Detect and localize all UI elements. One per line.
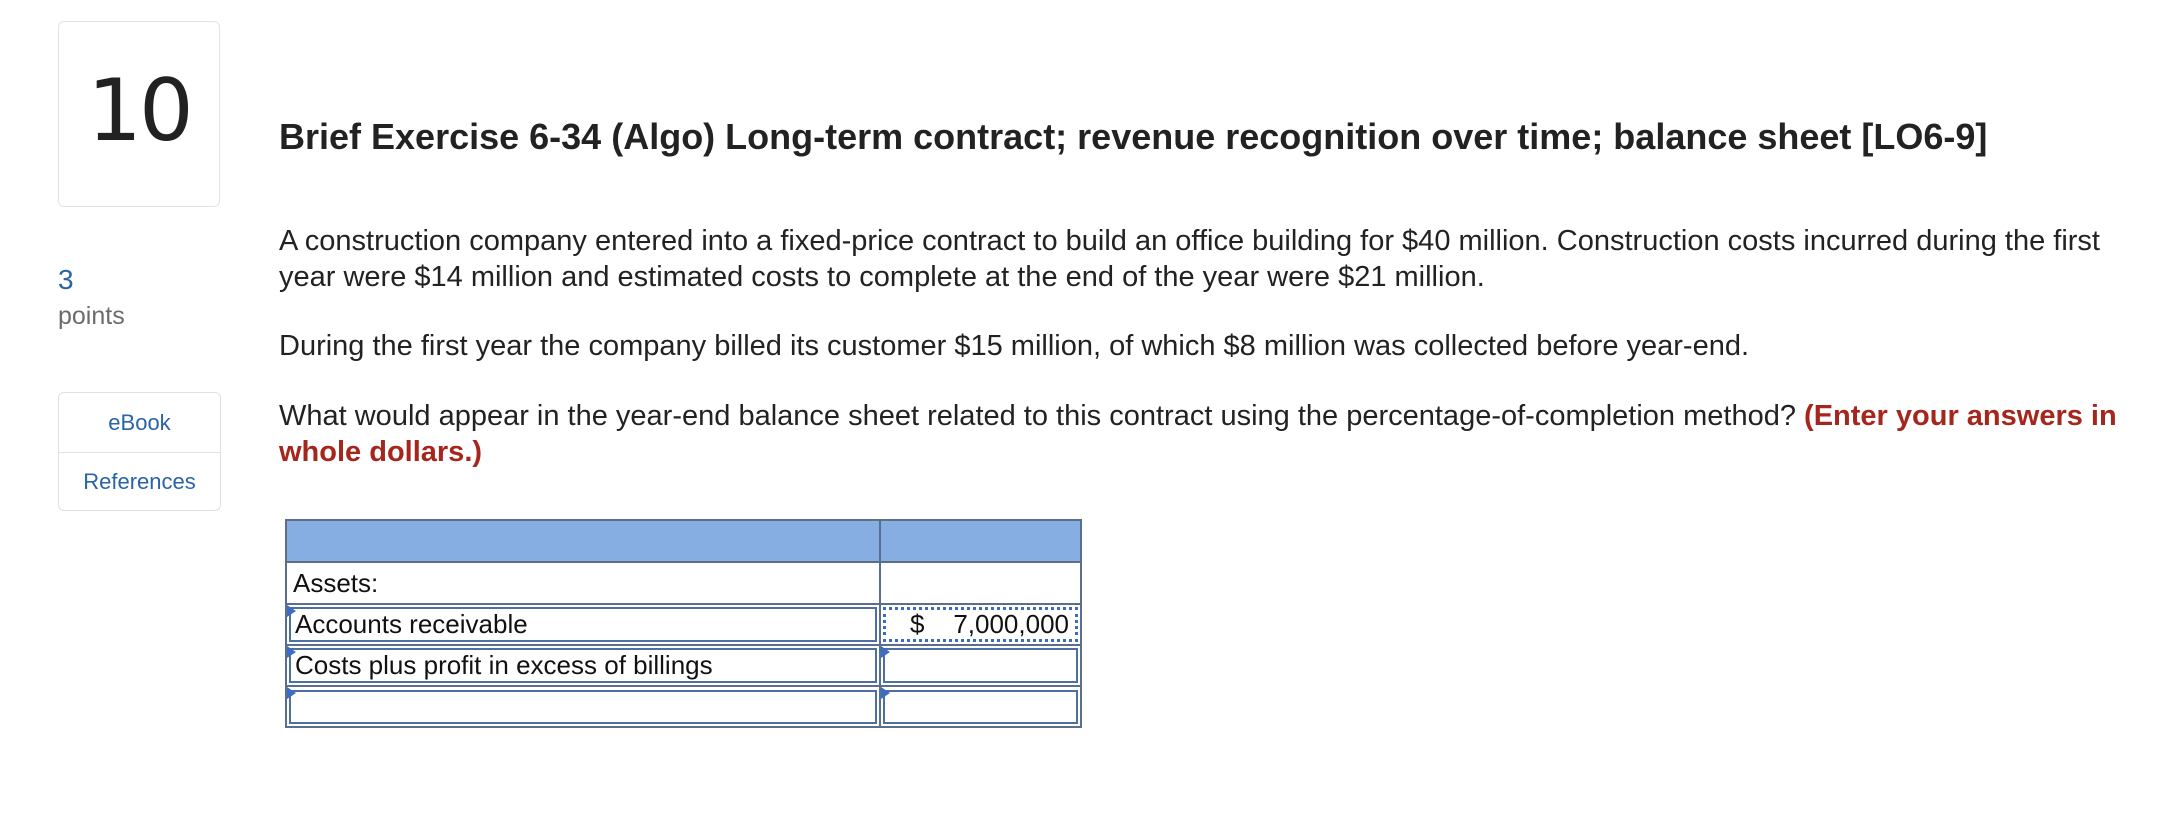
header-cell-amount	[880, 520, 1081, 562]
input-marker-icon	[287, 605, 296, 617]
references-link[interactable]: References	[59, 452, 220, 511]
row-label-cell	[286, 604, 880, 645]
amount-input-3[interactable]	[883, 690, 1078, 724]
assets-section-row	[286, 562, 1081, 604]
points-label: points	[58, 302, 125, 330]
account-name-input-1[interactable]: Accounts receivable	[289, 607, 877, 642]
problem-paragraph-2: During the first year the company billed its customer $15 million, of which $8 million was collected before year-end.	[279, 330, 1750, 362]
header-cell-label	[286, 520, 880, 562]
ebook-link[interactable]: eBook	[108, 409, 171, 435]
amount-value: 7,000,000	[953, 609, 1069, 639]
row-label-cell	[286, 686, 880, 727]
input-marker-icon	[881, 646, 890, 658]
amount-input-1[interactable]	[883, 607, 1078, 642]
table-row	[286, 604, 1081, 645]
row-label-cell	[286, 645, 880, 686]
table-row	[286, 686, 1081, 727]
account-name-input-2[interactable]: Costs plus profit in excess of billings	[289, 648, 877, 683]
table-header-row	[286, 520, 1081, 562]
row-amount-cell	[880, 686, 1081, 727]
balance-sheet-table	[285, 519, 1082, 728]
input-marker-icon	[881, 687, 890, 699]
problem-paragraph-1: A construction company entered into a fixed-price contract to build an office building for $40 million. Construction costs incurred during the first year were $14 million and estimated costs to complete at the end of the year were $21 million.	[279, 225, 2100, 293]
question-number: 10	[87, 61, 191, 161]
currency-symbol: $	[910, 609, 925, 639]
amount-input-2[interactable]	[883, 648, 1078, 683]
row-amount-cell	[880, 645, 1081, 686]
question-text: What would appear in the year-end balance sheet related to this contract using the percentage-of-completion method?	[279, 400, 1805, 432]
input-marker-icon	[287, 687, 296, 699]
account-name-input-3[interactable]	[289, 690, 877, 724]
question-number-box	[58, 21, 220, 207]
row-amount-cell	[880, 604, 1081, 645]
exercise-title: Brief Exercise 6-34 (Algo) Long-term contract; revenue recognition over time; balance sheet [LO6-9]	[279, 116, 1988, 157]
resource-links	[58, 392, 221, 511]
assets-section-label: Assets:	[286, 562, 880, 604]
problem-paragraph-3	[279, 398, 2149, 470]
points-value: 3	[58, 264, 74, 295]
table-row	[286, 645, 1081, 686]
answer-instruction: (Enter your answers in whole dollars.)	[279, 400, 2117, 468]
assets-section-amount	[880, 562, 1081, 604]
input-marker-icon	[287, 646, 296, 658]
